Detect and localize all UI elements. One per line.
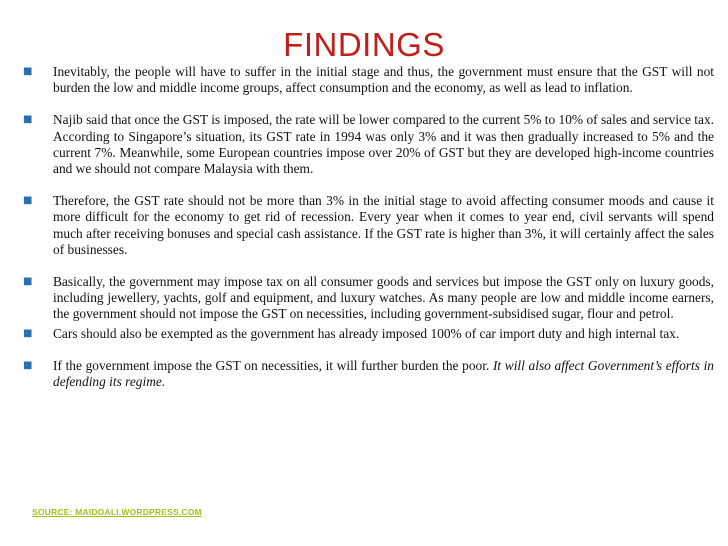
list-item	[16, 64, 714, 96]
list-item	[16, 358, 714, 390]
bullet-italic-text: It will also affect Government’s efforts in defending its regime.	[53, 357, 714, 390]
bullet-text: Najib said that once the GST is imposed, the rate will be lower compared to the current 5% to 10% of sales and service tax. According to Singapore’s situation, its GST rate in 1994 was only 3% and it was then gradually increased to 5% and the current 7%. Meanwhile, some European countries impose over 20% of GST but they are developed high-income countries and we should not compare Malaysia with them.	[53, 112, 714, 177]
list-item	[16, 193, 714, 258]
bullet-text: If the government impose the GST on necessities, it will further burden the poor.	[53, 357, 493, 373]
square-bullet-icon: ■	[23, 359, 33, 371]
source-link[interactable]: SOURCE: MAIDOALI.WORDPRESS.COM	[32, 507, 202, 517]
bullet-text: Therefore, the GST rate should not be more than 3% in the initial stage to avoid affecting consumer moods and cause it more difficult for the economy to get rid of recession. Every year when it comes to year end, civil servants will spend much after receiving bonuses and special cash assistance. If the GST rate is higher than 3%, it will certainly affect the sales of businesses.	[53, 193, 714, 257]
bullet-text: Cars should also be exempted as the government has already imposed 100% of car import duty and high internal tax.	[53, 325, 680, 341]
page-title: FINDINGS	[283, 26, 445, 63]
square-bullet-icon: ■	[23, 114, 33, 126]
list-item	[16, 112, 714, 177]
square-bullet-icon: ■	[23, 66, 33, 77]
square-bullet-icon: ■	[23, 327, 33, 339]
square-bullet-icon: ■	[23, 195, 33, 207]
bullet-text: Inevitably, the people will have to suffer in the initial stage and thus, the government must ensure that the GST will not burden the low and middle income groups, affect consumption and the economy, as well as lead to inflation.	[53, 64, 714, 96]
bullet-list	[16, 64, 714, 390]
bullet-text: Basically, the government may impose tax on all consumer goods and services but impose the GST only on luxury goods, including jewellery, yachts, golf and equipment, and luxury watches. As many people are low and middle income earners, the government should not impose the GST on necessities, including government-subsidised sugar, flour and petrol.	[53, 274, 714, 322]
list-item	[16, 326, 714, 342]
square-bullet-icon: ■	[23, 276, 33, 288]
list-item	[16, 274, 714, 323]
